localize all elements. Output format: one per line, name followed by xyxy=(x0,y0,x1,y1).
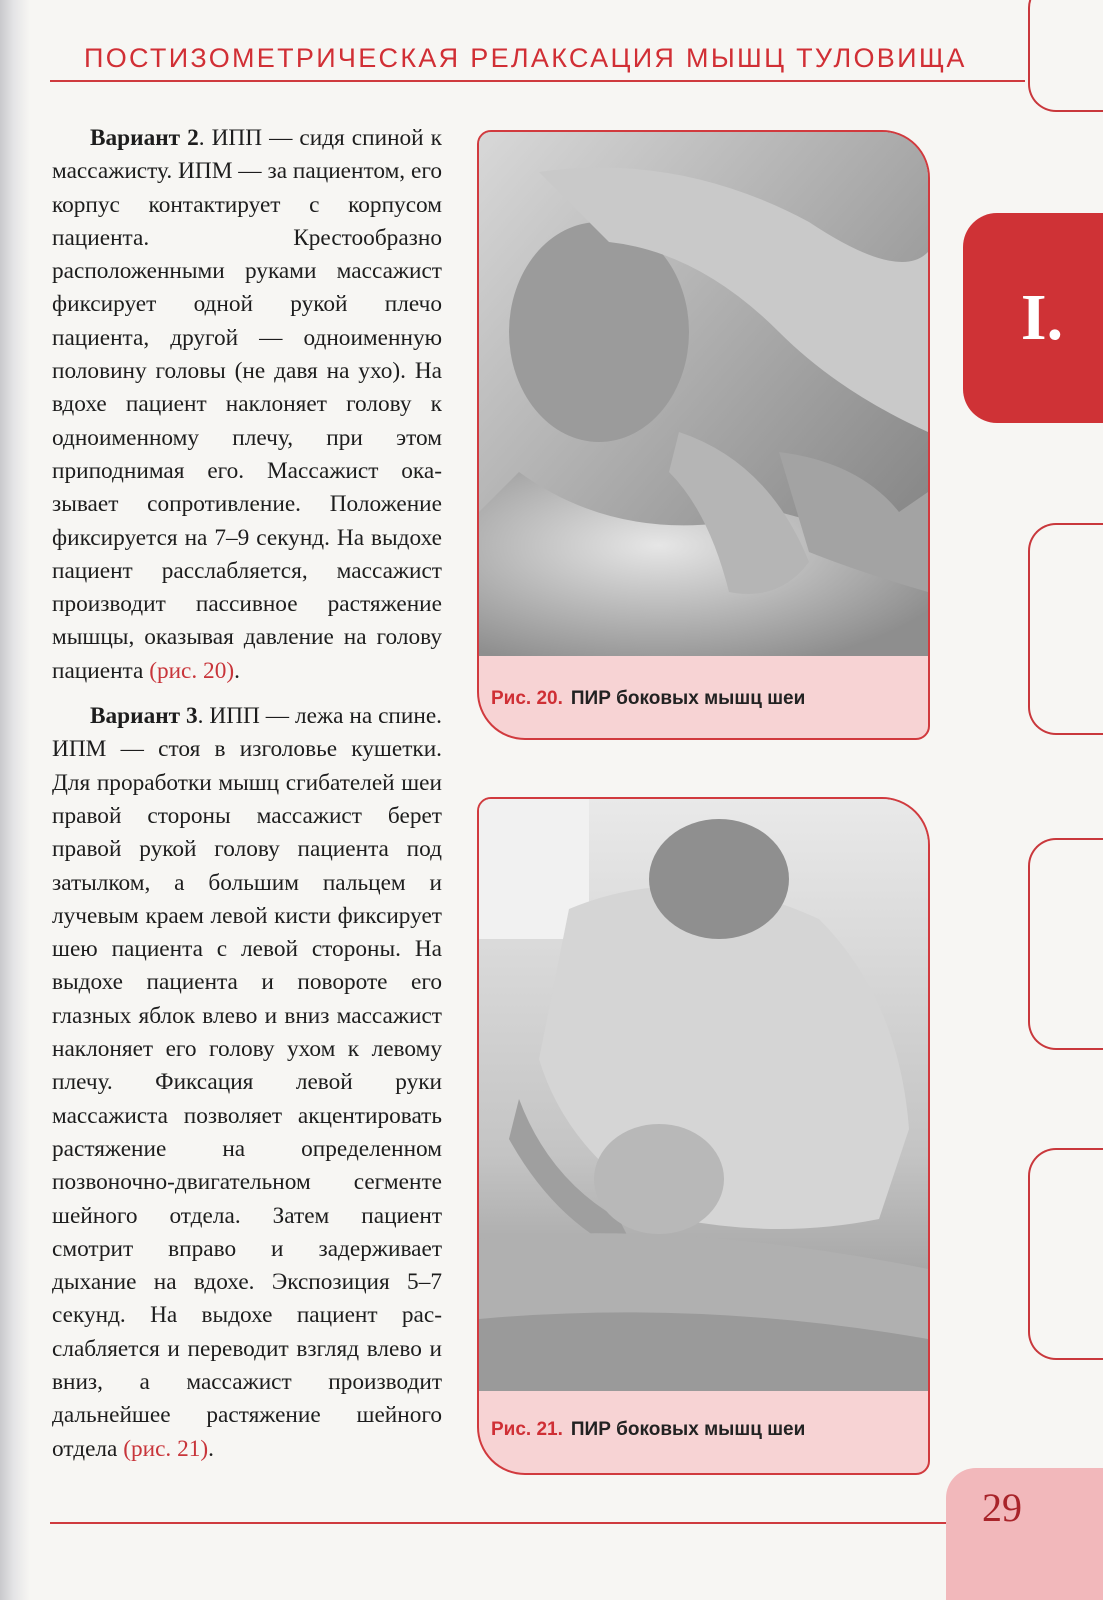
figure-20-number: Рис. 20. xyxy=(491,688,563,709)
paragraph-variant-3 xyxy=(52,700,442,1466)
figure-20-caption-text: ПИР боковых мышц шеи xyxy=(570,688,806,709)
page-number-box xyxy=(946,1468,1103,1600)
variant-3-lead: Вариант 3 xyxy=(90,703,198,730)
figure-20-photo-graphic xyxy=(479,132,928,656)
chapter-tab-active-label: I. xyxy=(1020,281,1064,354)
page-spine-shadow xyxy=(0,0,30,1600)
chapter-tab-4[interactable] xyxy=(1028,1148,1103,1360)
paragraph-variant-2 xyxy=(52,122,442,688)
body-text xyxy=(52,122,442,1478)
figure-21-photo-graphic xyxy=(479,799,928,1391)
variant-3-end: . xyxy=(208,1435,214,1462)
figure-20-photo xyxy=(479,132,928,656)
page-number: 29 xyxy=(982,1485,1022,1530)
chapter-tab-2[interactable] xyxy=(1028,523,1103,735)
variant-2-text: . ИПП — сидя спиной к массажисту. ИПМ — за пациентом, его корпус контактирует с корпусом пациента. Крестообразно расположенными руками массажист фиксирует одной рукой плечо пациента, другой — одноименную половину головы (не давя на ухо). На вдохе пациент наклоняет голову к одноименному плечу, при этом приподнимая его. Массажист оказывает сопротивление. Положение фиксируется на 7–9 секунд. На выдохе пациент расслабляется, массажист производит пассивное растяжение мышцы, оказывая давление на голову пациента xyxy=(52,125,442,684)
figure-21 xyxy=(477,797,930,1475)
variant-2-end: . xyxy=(234,657,240,684)
variant-2-lead: Вариант 2 xyxy=(90,125,199,151)
footer-rule xyxy=(50,1522,950,1524)
figure-21-caption-text: ПИР боковых мышц шеи xyxy=(570,1419,806,1440)
chapter-tab-active[interactable] xyxy=(963,213,1103,423)
chapter-tab-top[interactable] xyxy=(1028,0,1103,112)
running-header: ПОСТИЗОМЕТРИЧЕСКАЯ РЕЛАКСАЦИЯ МЫШЦ ТУЛОВИЩА xyxy=(84,43,967,73)
figure-21-number: Рис. 21. xyxy=(491,1419,563,1440)
header-rule xyxy=(50,80,1025,82)
figure-20-reference[interactable]: (рис. 20) xyxy=(149,657,235,684)
chapter-tab-3[interactable] xyxy=(1028,838,1103,1050)
figure-20-caption xyxy=(491,688,805,710)
variant-3-text: . ИПП — лежа на спине. ИПМ — стоя в изголовье кушетки. Для проработки мышц сгибателей шеи правой стороны массажист берет правой рукой голову пациента под затылком, а большим пальцем и лучевым краем левой кисти фиксирует шею пациента с левой стороны. На выдохе пациента и повороте его глазных яблок влево и вниз массажист наклоняет его голову ухом к левому плечу. Фиксация левой руки массажиста позволяет акцентировать растяжение на определенном позвоночно-двигательном сегменте шейного отдела. Затем пациент смотрит вправо и задерживает дыхание на вдохе. Экспозиция 5–7 секунд. На выдохе пациент расслабляется и переводит взгляд влево и вниз, а массажист производит дальнейшее растяжение шейного отдела xyxy=(52,703,442,1462)
figure-21-caption xyxy=(491,1419,805,1441)
figure-21-reference[interactable]: (рис. 21) xyxy=(123,1435,209,1462)
figure-21-photo xyxy=(479,799,928,1391)
figure-20 xyxy=(477,130,930,740)
